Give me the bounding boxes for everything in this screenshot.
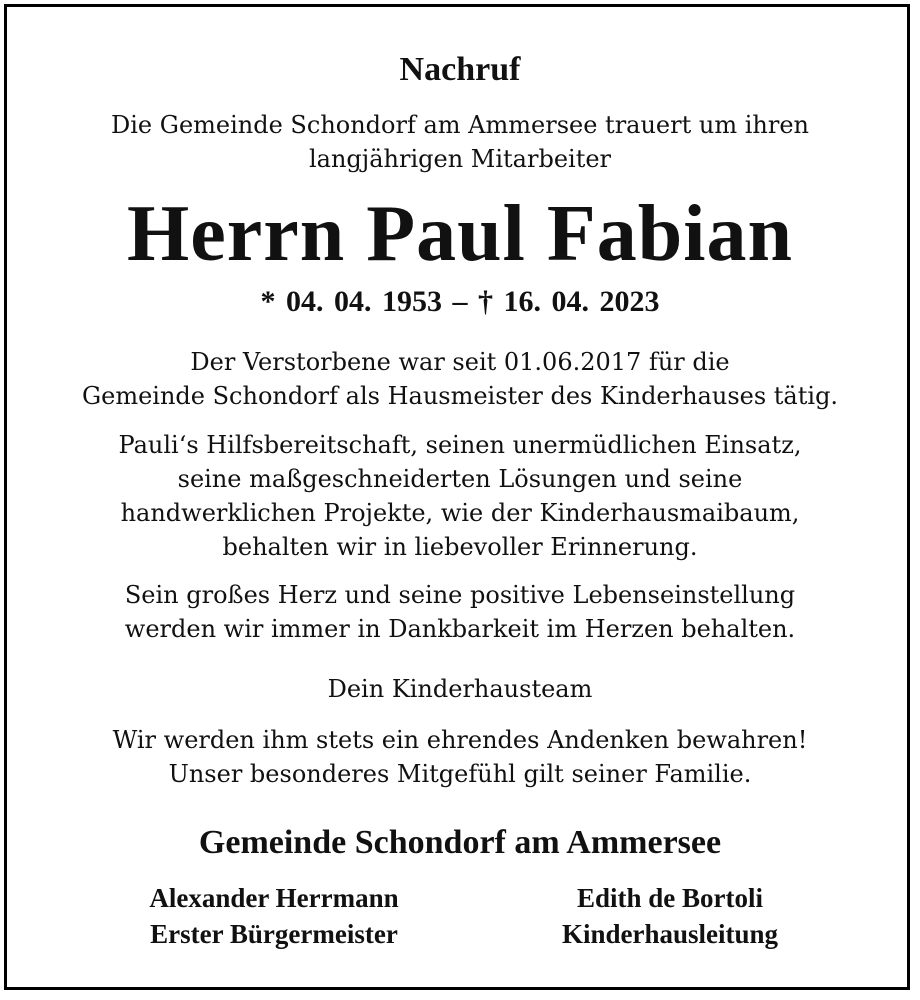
life-dates: * 04. 04. 1953 – † 16. 04. 2023 [260, 285, 660, 318]
text-line: handwerklichen Projekte, wie der Kinderhausmaibaum, [120, 499, 800, 527]
intro-line: langjährigen Mitarbeiter [308, 145, 612, 173]
intro-text [0, 108, 920, 176]
organization-name: Gemeinde Schondorf am Ammersee [198, 824, 722, 861]
deceased-name: Herrn Paul Fabian [127, 190, 793, 278]
signatory-name: Edith de Bortoli [576, 883, 764, 913]
signatory-kindergarten-head [480, 880, 860, 952]
text-line: Pauli‘s Hilfsbereitschaft, seinen unermüdlichen Einsatz, [118, 431, 802, 459]
intro-line: Die Gemeinde Schondorf am Ammersee trauert um ihren [111, 111, 809, 139]
text-line: seine maßgeschneiderten Lösungen und seine [177, 465, 743, 493]
text-line: Gemeinde Schondorf als Hausmeister des Kinderhauses tätig. [81, 382, 839, 410]
paragraph-condolence [0, 723, 920, 791]
text-line: Sein großes Herz und seine positive Lebenseinstellung [124, 581, 796, 609]
text-line: Unser besonderes Mitgefühl gilt seiner Familie. [168, 760, 752, 788]
team-signoff: Dein Kinderhausteam [327, 675, 593, 703]
text-line: werden wir immer in Dankbarkeit im Herzen behalten. [124, 615, 796, 643]
paragraph-memories [0, 428, 920, 564]
signatory-role: Kinderhausleitung [561, 919, 779, 949]
paragraph-heart [0, 578, 920, 646]
paragraph-service [0, 345, 920, 413]
text-line: behalten wir in liebevoller Erinnerung. [222, 533, 698, 561]
signatory-mayor [84, 880, 464, 952]
signatory-name: Alexander Herrmann [149, 883, 399, 913]
signatory-role: Erster Bürgermeister [150, 919, 398, 949]
notice-heading: Nachruf [399, 51, 521, 88]
text-line: Der Verstorbene war seit 01.06.2017 für die [190, 348, 730, 376]
text-line: Wir werden ihm stets ein ehrendes Andenken bewahren! [112, 726, 808, 754]
